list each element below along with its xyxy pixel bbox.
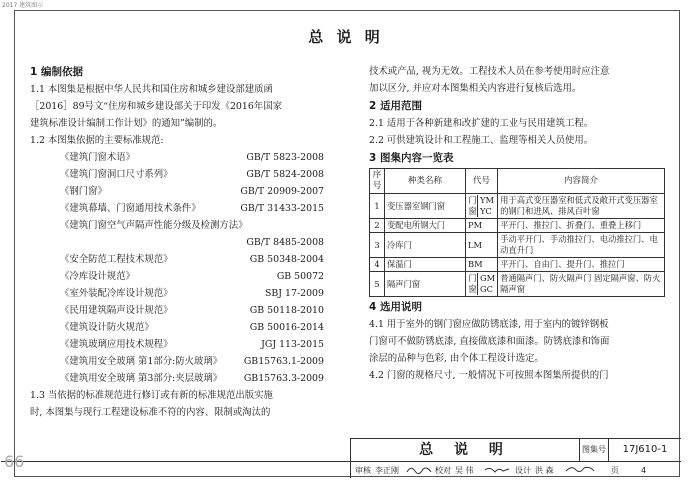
row-number: 5: [370, 272, 385, 297]
row-number: 3: [370, 233, 385, 258]
para-4-line: 4.2 门窗的规格尺寸, 一般情况下可按照本图集所提供的门: [369, 370, 609, 381]
standard-code: GB/T 5823-2008: [246, 152, 324, 163]
code-entry: [468, 284, 495, 295]
reviewer-name: 李正刚: [375, 466, 399, 475]
row-code: [466, 272, 498, 297]
code-kind: 窗: [468, 284, 477, 294]
para-2-2: 2.2 可供建筑设计和工程施工、监理等相关人员使用。: [369, 135, 594, 146]
standard-name: 《建筑门窗空气声隔声性能分级及检测方法》: [60, 220, 248, 231]
section-2-heading: 2 适用范围: [369, 100, 422, 112]
table-row: [370, 233, 665, 258]
table-row: [370, 194, 665, 219]
standard-item: [30, 200, 330, 217]
code-kind: 窗: [468, 206, 477, 216]
para-1-3-line: 时, 本图集与现行工程建设标准不符的内容、限制或淘汰的: [30, 407, 271, 418]
row-type-name: 保温门: [385, 258, 466, 272]
para-1-1-line: 1.1 本图集是根据中华人民共和国住房和城乡建设部建质函: [30, 84, 273, 95]
standard-item: [30, 370, 330, 387]
para-4-line: 4.1 用于室外的钢门窗应做防锈底漆, 用于室内的镀锌钢板: [369, 319, 609, 330]
standard-name: 《安全防范工程技术规范》: [60, 254, 173, 265]
right-column: [369, 63, 669, 384]
header-name: 种类名称: [385, 169, 466, 194]
standard-code: SBJ 17-2009: [264, 288, 324, 299]
code-value: PM: [468, 220, 483, 230]
standard-name: 《冷库设计规范》: [60, 271, 136, 282]
standards-list: [30, 149, 330, 387]
para-4-line: 涂层的品种与色彩, 由个体工程设计选定。: [369, 353, 544, 364]
header-code: 代号: [466, 169, 498, 194]
reviewer-signature: [405, 464, 433, 475]
corner-mark: 66: [4, 452, 25, 471]
standard-item: [30, 319, 330, 336]
standard-code: GB/T 5824-2008: [246, 169, 324, 180]
code-value: GC: [480, 284, 493, 294]
header-no: 序号: [370, 169, 385, 194]
table-row: [370, 219, 665, 233]
standard-code: GB 50016-2014: [249, 322, 324, 333]
section-3-heading: 3 图集内容一览表: [369, 152, 454, 164]
contents-table: [369, 168, 665, 297]
row-number: 4: [370, 258, 385, 272]
row-description: 用于高式变压器室和低式及敞开式变压器室的钢门和进风、排风百叶窗: [498, 194, 665, 219]
standard-name: 《建筑幕墙、门窗通用技术条件》: [60, 203, 201, 214]
checker-label: 校对: [435, 466, 451, 475]
table-row: [370, 258, 665, 272]
code-entry: [468, 259, 495, 270]
row-code: [466, 258, 498, 272]
section-1-heading: 1 编制依据: [30, 66, 83, 78]
title-block: [350, 438, 681, 478]
standard-code: GB/T 31433-2015: [240, 203, 324, 214]
row-code: [466, 233, 498, 258]
standard-name: 《建筑设计防火规范》: [60, 322, 154, 333]
standard-code: GB/T 8485-2008: [246, 237, 324, 248]
para-1-2: 1.2 本图集依据的主要标准规范:: [30, 135, 164, 146]
standard-code: GB 50118-2010: [249, 305, 324, 316]
standard-name: 《建筑门窗洞口尺寸系列》: [60, 169, 173, 180]
row-code: [466, 219, 498, 233]
code-value: GM: [480, 273, 496, 283]
para-2-1: 2.1 适用于各种新建和改扩建的工业与民用建筑工程。: [369, 118, 594, 129]
code-entry: [468, 240, 495, 251]
continued-text: 技术或产品, 视为无效。工程技术人员在参考使用时应注意: [369, 66, 610, 77]
reviewer-label: 审核: [355, 466, 371, 475]
standard-item: [30, 217, 330, 234]
section-4-heading: 4 选用说明: [369, 301, 422, 313]
row-code: [466, 194, 498, 219]
para-1-3-line: 1.3 当依据的标准规范进行修订或有新的标准规范出版实施: [30, 390, 273, 401]
table-row: [370, 272, 665, 297]
code-kind: 门: [468, 195, 477, 205]
code-value: YC: [480, 206, 492, 216]
corner-text: 2017 建筑图示: [2, 2, 44, 9]
header-desc: 内容简介: [498, 169, 665, 194]
row-description: 平开门、推拉门、折叠门、重叠上移门: [498, 219, 665, 233]
para-1-1-line: ［2016］89号文“住房和城乡建设部关于印发《2016年国家: [30, 101, 282, 112]
page-label: 页: [611, 466, 619, 475]
code-entry: [468, 195, 495, 206]
standard-item: [30, 268, 330, 285]
row-type-name: 隔声门窗: [385, 272, 466, 297]
table-header-row: [370, 169, 665, 194]
designer-signature: [564, 464, 596, 475]
checker-name: 吴 伟: [455, 466, 474, 475]
row-description: 手动平开门、手动推拉门、电动推拉门、电动直升门: [498, 233, 665, 258]
code-value: LM: [468, 239, 483, 250]
code-kind: 门: [468, 273, 477, 283]
para-1-1-line: 建筑标准设计编制工作计划》的通知”编制的。: [30, 118, 223, 129]
code-value: BM: [468, 259, 483, 269]
standard-name: 《室外装配冷库设计规范》: [60, 288, 173, 299]
checker-signature: [483, 464, 511, 475]
standard-item: [30, 285, 330, 302]
code-value: YM: [480, 195, 494, 205]
standard-item: [30, 353, 330, 370]
standard-code: GB 50072: [276, 271, 324, 282]
standard-name: 《建筑玻璃应用技术规程》: [60, 339, 173, 350]
signature-row: [1, 461, 681, 479]
standard-item: [30, 302, 330, 319]
standard-item: [30, 166, 330, 183]
row-number: 2: [370, 219, 385, 233]
standard-code: JGJ 113-2015: [261, 339, 324, 350]
row-description: 平开门、自由门、提升门、推拉门: [498, 258, 665, 272]
standard-name: 《建筑用安全玻璃 第3部分:夹层玻璃》: [60, 373, 223, 384]
standard-item: [30, 149, 330, 166]
code-entry: [468, 220, 495, 231]
standard-item: [30, 234, 330, 251]
standard-code: GB/T 20909-2007: [240, 186, 324, 197]
standard-item: [30, 251, 330, 268]
page-title: 总 说 明: [308, 28, 384, 46]
para-4-line: 门窗可不做防锈底漆, 直接做底漆和面漆。防锈底漆和饰面: [369, 336, 610, 347]
code-entry: [468, 206, 495, 217]
left-column: [30, 63, 330, 421]
atlas-label: 图集号: [580, 439, 609, 461]
atlas-number: 17J610-1: [622, 444, 668, 455]
row-number: 1: [370, 194, 385, 219]
standard-name: 《建筑用安全玻璃 第1部分:防火玻璃》: [60, 356, 223, 367]
row-type-name: 变配电所钢大门: [385, 219, 466, 233]
standard-item: [30, 183, 330, 200]
standard-name: 《民用建筑隔声设计规范》: [60, 305, 173, 316]
standard-name: 《建筑门窗术语》: [60, 152, 136, 163]
row-description: 普通隔声门、防火隔声门 固定隔声窗、防火隔声窗: [498, 272, 665, 297]
page-number: 4: [641, 466, 647, 475]
row-type-name: 冷库门: [385, 233, 466, 258]
standard-code: GB15763.3-2009: [243, 373, 324, 384]
standard-code: GB15763.1-2009: [243, 356, 324, 367]
standard-code: GB 50348-2004: [249, 254, 324, 265]
row-type-name: 变压器室钢门窗: [385, 194, 466, 219]
designer-name: 洪 森: [535, 466, 554, 475]
standard-item: [30, 336, 330, 353]
continued-text: 加以区分, 并应对本图集相关内容进行复核后选用。: [369, 83, 582, 94]
title-block-title: 总 说 明: [351, 439, 580, 461]
code-entry: [468, 273, 495, 284]
designer-label: 设计: [515, 466, 531, 475]
standard-name: 《钢门窗》: [60, 186, 107, 197]
